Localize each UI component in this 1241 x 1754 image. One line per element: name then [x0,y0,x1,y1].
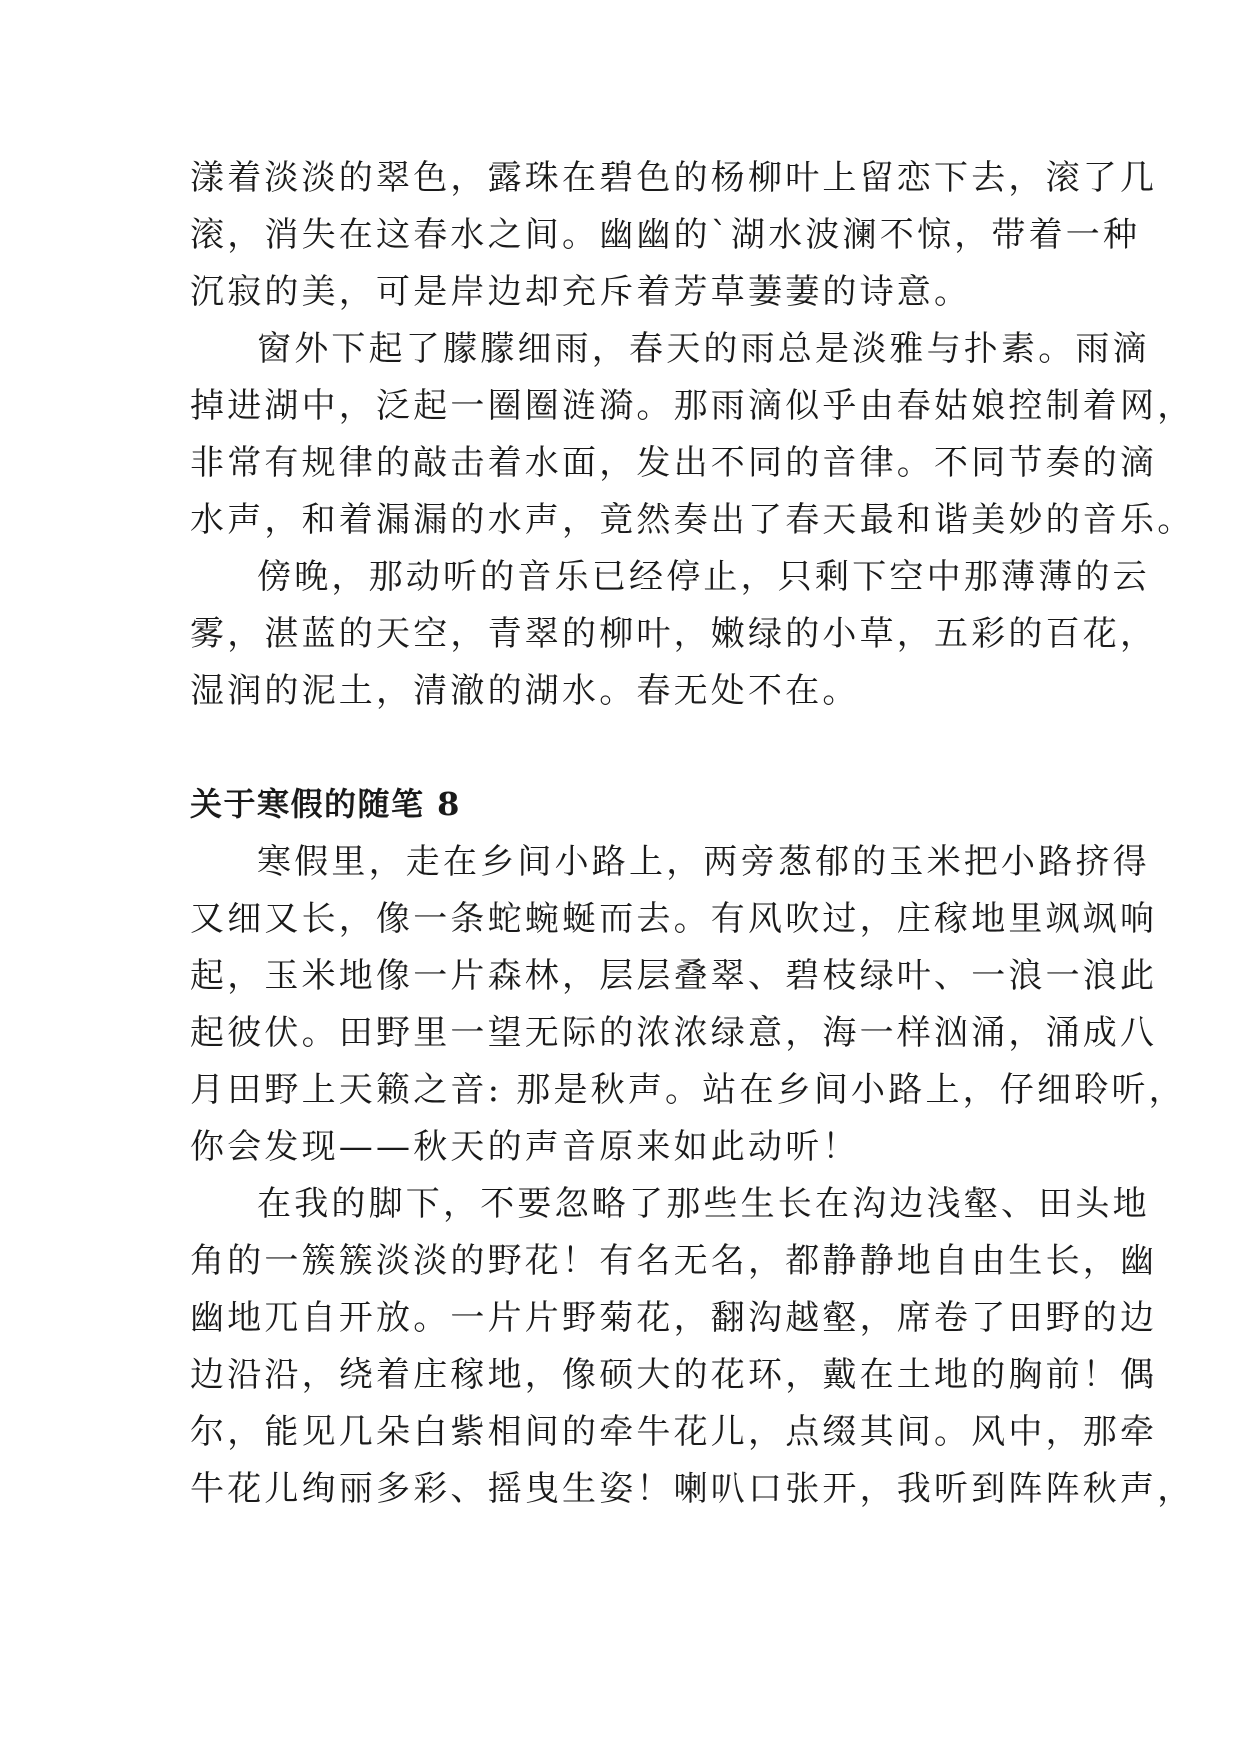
paragraph-line: 又细又长，像一条蛇蜿蜒而去。有风吹过，庄稼地里飒飒响 [190,899,1158,939]
paragraph-line: 非常有规律的敲击着水面，发出不同的音律。不同节奏的滴 [190,443,1158,483]
paragraph-line: 角的一簇簇淡淡的野花！有名无名，都静静地自由生长，幽 [190,1241,1158,1281]
paragraph-line: 掉进湖中，泛起一圈圈涟漪。那雨滴似乎由春姑娘控制着网， [190,386,1195,426]
paragraph-line: 窗外下起了朦朦细雨，春天的雨总是淡雅与扑素。雨滴 [257,329,1150,369]
paragraph-line: 起彼伏。田野里一望无际的浓浓绿意，海一样汹涌，涌成八 [190,1013,1158,1053]
paragraph-line: 月田野上天籁之音: 那是秋声。站在乡间小路上，仔细聆听， [190,1070,1186,1110]
paragraph-line: 水声，和着漏漏的水声，竟然奏出了春天最和谐美妙的音乐。 [190,500,1195,540]
paragraph-line: 边沿沿，绕着庄稼地，像硕大的花环，戴在土地的胸前！偶 [190,1355,1158,1395]
paragraph-line: 漾着淡淡的翠色，露珠在碧色的杨柳叶上留恋下去，滚了几 [190,158,1158,198]
paragraph-line: 在我的脚下，不要忽略了那些生长在沟边浅壑、田头地 [257,1184,1150,1224]
paragraph-line: 湿润的泥土，清澈的湖水。春无处不在。 [190,671,860,711]
paragraph-line: 傍晚，那动听的音乐已经停止，只剩下空中那薄薄的云 [257,557,1150,597]
paragraph-line: 雾，湛蓝的天空，青翠的柳叶，嫩绿的小草，五彩的百花， [190,614,1158,654]
paragraph-line: 起，玉米地像一片森林，层层叠翠、碧枝绿叶、一浪一浪此 [190,956,1158,996]
paragraph-line: 寒假里，走在乡间小路上，两旁葱郁的玉米把小路挤得 [257,842,1150,882]
paragraph-line: 牛花儿绚丽多彩、摇曳生姿！喇叭口张开，我听到阵阵秋声， [190,1469,1195,1509]
paragraph-line: 幽地兀自开放。一片片野菊花，翻沟越壑，席卷了田野的边 [190,1298,1158,1338]
paragraph-line: 沉寂的美，可是岸边却充斥着芳草萋萋的诗意。 [190,272,972,312]
paragraph-line: 你会发现——秋天的声音原来如此动听！ [190,1127,860,1167]
paragraph-line: 尔，能见几朵白紫相间的牵牛花儿，点缀其间。风中，那牵 [190,1412,1158,1452]
paragraph-line: 滚，消失在这春水之间。幽幽的`湖水波澜不惊，带着一种 [190,215,1141,255]
section-title: 关于寒假的随笔 8 [190,785,461,823]
